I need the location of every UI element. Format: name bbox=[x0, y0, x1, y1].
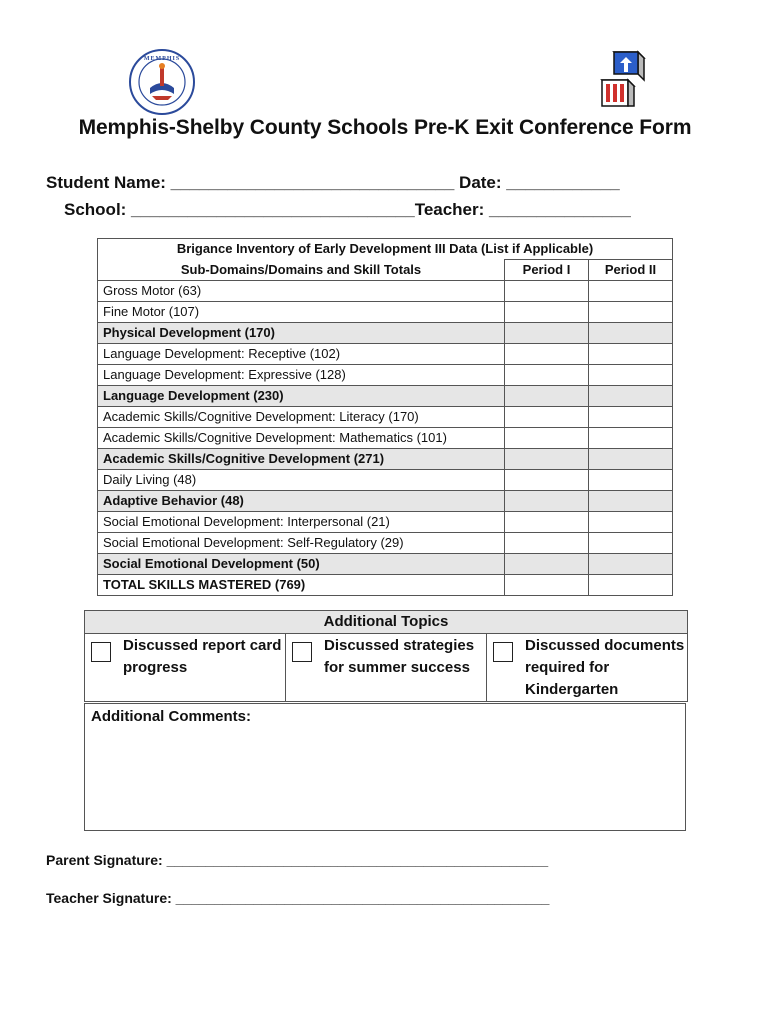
period-1-cell[interactable] bbox=[505, 512, 589, 533]
domain-label: Fine Motor (107) bbox=[98, 302, 505, 323]
brigance-table-title: Brigance Inventory of Early Development III Data (List if Applicable) bbox=[98, 239, 673, 260]
additional-comments-label: Additional Comments: bbox=[91, 708, 251, 725]
blocks-logo bbox=[598, 50, 646, 108]
period-2-cell[interactable] bbox=[589, 365, 673, 386]
domain-label: Gross Motor (63) bbox=[98, 281, 505, 302]
table-row bbox=[98, 428, 673, 449]
domain-label: TOTAL SKILLS MASTERED (769) bbox=[98, 575, 505, 596]
table-row bbox=[98, 386, 673, 407]
period-2-cell[interactable] bbox=[589, 386, 673, 407]
topic-report-card bbox=[85, 634, 286, 701]
table-row bbox=[98, 575, 673, 596]
period-2-cell[interactable] bbox=[589, 533, 673, 554]
period-2-cell[interactable] bbox=[589, 449, 673, 470]
table-row bbox=[98, 302, 673, 323]
domain-column-header: Sub-Domains/Domains and Skill Totals bbox=[98, 260, 505, 281]
table-row bbox=[98, 533, 673, 554]
student-name-date-field[interactable]: Student Name: ______________________________ Date: ____________ bbox=[46, 173, 620, 192]
table-row bbox=[98, 554, 673, 575]
school-teacher-field[interactable]: School: ______________________________Teacher: _______________ bbox=[64, 200, 631, 219]
domain-label: Language Development: Expressive (128) bbox=[98, 365, 505, 386]
topic-label: Discussed report card progress bbox=[123, 637, 282, 676]
period-2-cell[interactable] bbox=[589, 302, 673, 323]
table-row bbox=[98, 365, 673, 386]
domain-label: Physical Development (170) bbox=[98, 323, 505, 344]
page-title: Memphis-Shelby County Schools Pre-K Exit Conference Form bbox=[78, 116, 692, 139]
period-2-cell[interactable] bbox=[589, 281, 673, 302]
period-1-cell[interactable] bbox=[505, 281, 589, 302]
domain-label: Social Emotional Development: Interpersonal (21) bbox=[98, 512, 505, 533]
table-row bbox=[98, 512, 673, 533]
period-1-cell[interactable] bbox=[505, 407, 589, 428]
table-row bbox=[98, 407, 673, 428]
period-2-cell[interactable] bbox=[589, 323, 673, 344]
period-1-cell[interactable] bbox=[505, 533, 589, 554]
period-2-cell[interactable] bbox=[589, 428, 673, 449]
table-row bbox=[98, 470, 673, 491]
brigance-table bbox=[97, 238, 673, 596]
period-2-cell[interactable] bbox=[589, 575, 673, 596]
table-row bbox=[98, 344, 673, 365]
period-2-cell[interactable] bbox=[589, 407, 673, 428]
topic-label: Discussed documents required for Kindergarten bbox=[525, 637, 685, 698]
domain-label: Social Emotional Development: Self-Regulatory (29) bbox=[98, 533, 505, 554]
teacher-signature-field[interactable]: Teacher Signature: ________________________________________________ bbox=[46, 890, 550, 906]
period-1-cell[interactable] bbox=[505, 449, 589, 470]
period-2-cell[interactable] bbox=[589, 344, 673, 365]
domain-label: Academic Skills/Cognitive Development: Literacy (170) bbox=[98, 407, 505, 428]
domain-label: Social Emotional Development (50) bbox=[98, 554, 505, 575]
table-row bbox=[98, 491, 673, 512]
parent-signature-field[interactable]: Parent Signature: _________________________________________________ bbox=[46, 852, 549, 868]
kindergarten-documents-checkbox[interactable] bbox=[493, 642, 513, 662]
period-1-cell[interactable] bbox=[505, 365, 589, 386]
table-row bbox=[98, 449, 673, 470]
period-1-cell[interactable] bbox=[505, 575, 589, 596]
additional-comments-box[interactable] bbox=[84, 703, 686, 831]
period-1-cell[interactable] bbox=[505, 428, 589, 449]
period-1-cell[interactable] bbox=[505, 491, 589, 512]
domain-label: Language Development (230) bbox=[98, 386, 505, 407]
period-2-header: Period II bbox=[589, 260, 673, 281]
domain-label: Daily Living (48) bbox=[98, 470, 505, 491]
brigance-table-body bbox=[98, 281, 673, 596]
additional-topics-box bbox=[84, 610, 688, 702]
period-1-header: Period I bbox=[505, 260, 589, 281]
period-1-cell[interactable] bbox=[505, 344, 589, 365]
period-1-cell[interactable] bbox=[505, 554, 589, 575]
topic-summer-strategies bbox=[286, 634, 487, 701]
memphis-logo bbox=[128, 48, 196, 116]
period-2-cell[interactable] bbox=[589, 512, 673, 533]
period-1-cell[interactable] bbox=[505, 302, 589, 323]
domain-label: Language Development: Receptive (102) bbox=[98, 344, 505, 365]
domain-label: Academic Skills/Cognitive Development (271) bbox=[98, 449, 505, 470]
logo-seal-text: MEMPHIS bbox=[143, 56, 181, 62]
period-2-cell[interactable] bbox=[589, 491, 673, 512]
period-1-cell[interactable] bbox=[505, 470, 589, 491]
summer-strategies-checkbox[interactable] bbox=[292, 642, 312, 662]
additional-topics-title: Additional Topics bbox=[85, 611, 687, 634]
domain-label: Academic Skills/Cognitive Development: Mathematics (101) bbox=[98, 428, 505, 449]
report-card-checkbox[interactable] bbox=[91, 642, 111, 662]
domain-label: Adaptive Behavior (48) bbox=[98, 491, 505, 512]
table-row bbox=[98, 281, 673, 302]
table-row bbox=[98, 323, 673, 344]
period-1-cell[interactable] bbox=[505, 323, 589, 344]
topic-kindergarten-documents bbox=[487, 634, 687, 701]
period-1-cell[interactable] bbox=[505, 386, 589, 407]
topic-label: Discussed strategies for summer success bbox=[324, 637, 475, 676]
period-2-cell[interactable] bbox=[589, 554, 673, 575]
period-2-cell[interactable] bbox=[589, 470, 673, 491]
